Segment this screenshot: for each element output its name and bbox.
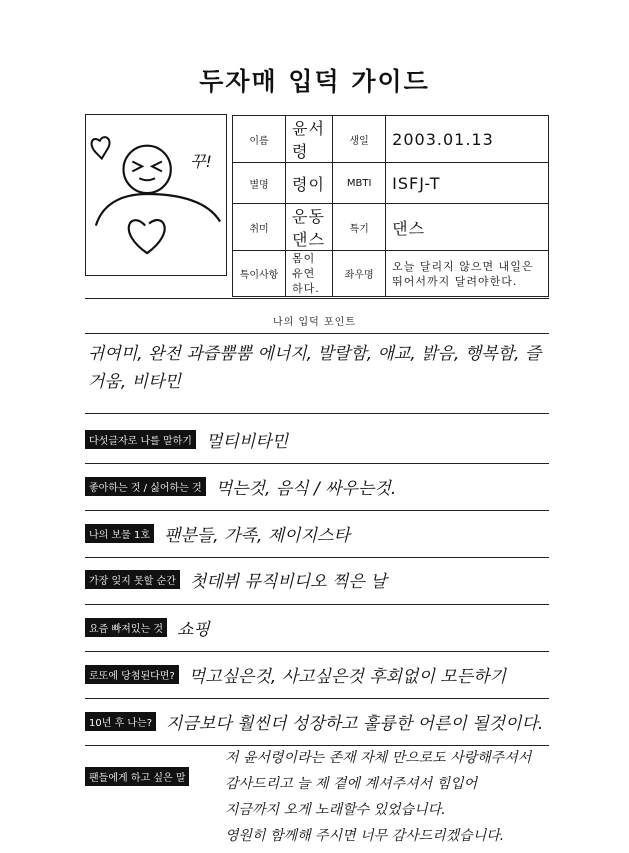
qa-row (85, 698, 549, 745)
qa-answer: 팬분들, 가족, 제이지스타 (164, 526, 350, 546)
qa-answer: 쇼핑 (176, 620, 210, 640)
motto-value: 오늘 달리지 않으면 내일은 뛰어서까지 달려야한다. (386, 251, 549, 297)
profile-table (232, 115, 549, 297)
qa-question: 요즘 빠져있는 것 (85, 618, 167, 637)
special-value: 몸이 유연하다. (286, 251, 333, 297)
qa-question: 좋아하는 것 / 싫어하는 것 (85, 477, 206, 496)
qa-question: 다섯글자로 나를 말하기 (85, 430, 196, 449)
qa-answer: 먹는것, 음식 / 싸우는것. (215, 479, 397, 499)
message-line: 감사드리고 늘 제 곁에 계셔주셔서 힘입어 (225, 776, 478, 792)
divider (85, 298, 549, 299)
doodle-text: 꾸! (190, 152, 212, 171)
qa-question: 팬들에게 하고 싶은 말 (85, 767, 189, 786)
qa-answer: 지금보다 훨씬더 성장하고 훌륭한 어른이 될것이다. (166, 714, 544, 734)
message-line: 영원히 함께해 주시면 너무 감사드리겠습니다. (225, 828, 505, 844)
page-title: 두자매 입덕 가이드 (199, 67, 430, 96)
qa-row (85, 651, 549, 698)
points-title: 나의 입덕 포인트 (273, 317, 356, 328)
hobby-label: 취미 (233, 204, 286, 251)
nickname-value: 령이 (286, 163, 333, 204)
qa-question: 나의 보물 1호 (85, 524, 154, 543)
name-value: 윤서령 (286, 116, 333, 163)
divider (85, 333, 549, 334)
skill-value: 댄스 (386, 204, 549, 251)
name-label: 이름 (233, 116, 286, 163)
qa-row (85, 463, 549, 510)
motto-label: 좌우명 (333, 251, 386, 297)
qa-question: 가장 잊지 못할 순간 (85, 570, 180, 589)
message-line: 저 윤서령이라는 존재 자체 만으로도 사랑해주셔서 (225, 750, 532, 766)
qa-question: 10년 후 나는? (85, 712, 156, 731)
points-text: 귀여미, 완전 과즙뿜뿜 에너지, 발랄함, 애교, 밝음, 행복함, 즐거움, 비타민 (88, 344, 542, 392)
profile-doodle (85, 114, 227, 276)
qa-row (85, 510, 549, 557)
qa-answer: 먹고싶은것, 사고싶은것 후회없이 모든하기 (188, 667, 506, 687)
qa-question: 로또에 당첨된다면? (85, 665, 179, 684)
skill-label: 특기 (333, 204, 386, 251)
fans-message-lines (225, 745, 625, 849)
qa-row (85, 556, 549, 603)
divider (85, 413, 549, 414)
qa-answer: 멀티비타민 (205, 432, 289, 452)
nickname-label: 별명 (233, 163, 286, 204)
qa-row (85, 604, 549, 651)
doodle-drawing (86, 115, 226, 275)
hobby-value: 운동 댄스 (286, 204, 333, 251)
qa-row (85, 416, 549, 463)
mbti-label: MBTI (333, 163, 386, 204)
birth-label: 생일 (333, 116, 386, 163)
birth-value: 2003.01.13 (386, 116, 549, 163)
special-label: 특이사항 (233, 251, 286, 297)
qa-answer: 첫데뷔 뮤직비디오 찍은 날 (189, 572, 387, 592)
mbti-value: ISFJ-T (386, 163, 549, 204)
message-line: 지금까지 오게 노래할수 있었습니다. (225, 802, 446, 818)
